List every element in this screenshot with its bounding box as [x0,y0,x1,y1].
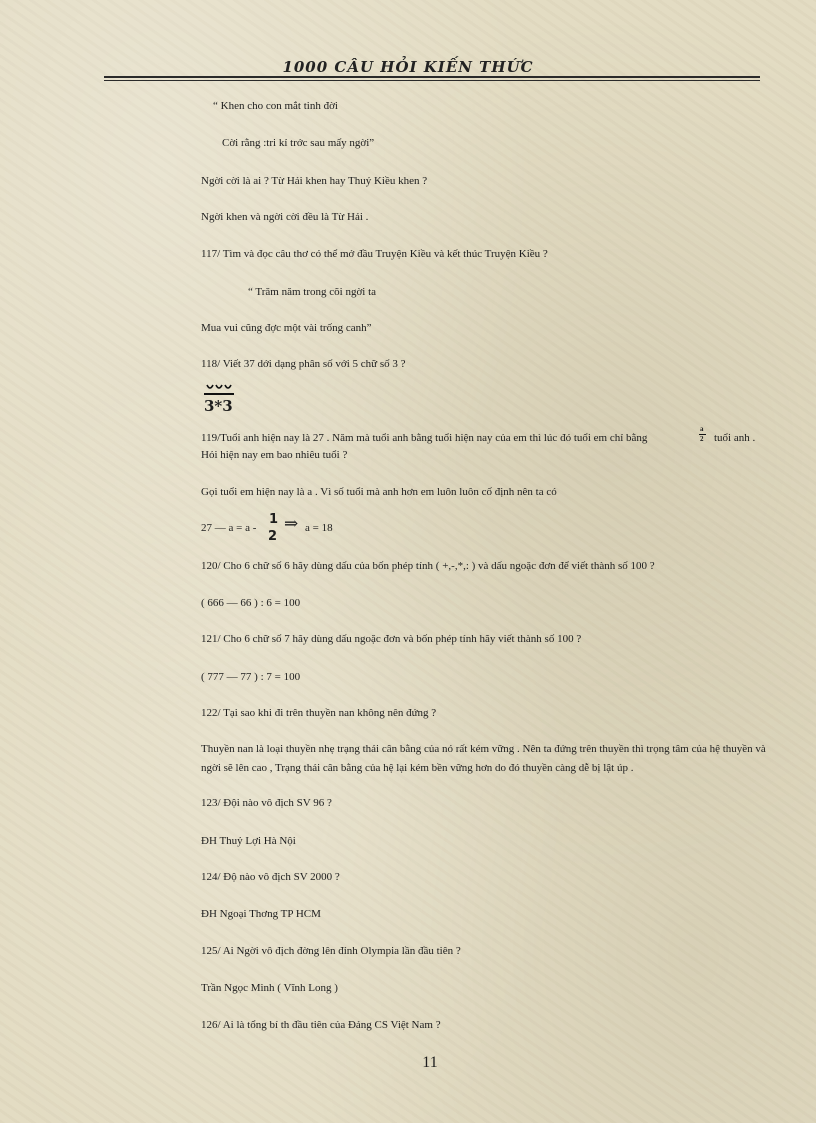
answer-123: ĐH Thuỷ Lợi Hà Nội [201,835,296,847]
poem-line-2: Cời rằng :tri kỉ trớc sau mấy ngời” [222,137,375,149]
question-119-line-2: Hỏi hiện nay em bao nhiêu tuổi ? [201,449,348,461]
fraction-numerator-glyphs [206,383,232,391]
small-fraction-numerator: a [700,425,704,433]
answer-line: Ngời khen và ngời cời đều là Từ Hải . [201,211,369,223]
question-126: 126/ Ai là tổng bí th đầu tiên của Đảng CS Việt Nam ? [201,1019,441,1031]
poem-line-3: “ Trăm năm trong cõi ngời ta [248,286,377,298]
poem-line-1: “ Khen cho con mắt tinh đời [213,100,338,112]
answer-125: Trần Ngọc Minh ( Vĩnh Long ) [201,982,338,994]
equation-fraction-numerator: 1 [269,512,279,527]
question-117: 117/ Tìm và đọc câu thơ có thể mở đầu Truyện Kiều và kết thúc Truyện Kiều ? [201,248,548,260]
question-120: 120/ Cho 6 chữ số 6 hãy dùng dấu của bốn phép tính ( +,-,*,: ) và dấu ngoặc đơn để viết thành số 100 ? [201,560,655,572]
answer-121: ( 777 — 77 ) : 7 = 100 [201,671,301,683]
question-119-tail: tuổi anh . [714,432,756,444]
question-122: 122/ Tại sao khi đi trên thuyền nan không nên đứng ? [201,707,437,719]
fraction-bar [204,393,234,395]
question-123: 123/ Đội nào vô địch SV 96 ? [201,797,332,809]
equation-fraction-denominator: 2 [268,529,278,544]
fraction-denominator: 3*3 [204,397,233,415]
question-125: 125/ Ai Ngời vô địch đờng lên đỉnh Olympia lần đầu tiên ? [201,945,461,957]
page-number: 11 [422,1054,438,1071]
answer-122: Thuyền nan là loại thuyền nhẹ trạng thái cân bằng của nó rất kém vững . Nên ta đứng trên thuyền thì trọng tâm của hệ thuyền và ngời sẽ lên cao , Trạng thái cân bằng của hệ lại kém bền vững hơn do đó thuyền càng dễ bị lật úp . [201,743,766,774]
equation-lhs: 27 — a = a - [201,522,257,534]
small-fraction-denominator: 2 [700,435,704,443]
question-121: 121/ Cho 6 chữ số 7 hãy dùng dấu ngoặc đơn và bốn phép tính hãy viết thành số 100 ? [201,633,582,645]
question-118: 118/ Viết 37 dới dạng phân số với 5 chữ số 3 ? [201,358,406,370]
equation-119 [201,513,401,547]
small-fraction [699,426,707,442]
answer-120: ( 666 — 66 ) : 6 = 100 [201,597,301,609]
implies-arrow-icon: ⇒ [284,514,299,533]
answer-119: Gọi tuổi em hiện nay là a . Vì số tuổi mà anh hơn em luôn luôn cố định nên ta có [201,486,557,498]
header-rule [104,76,760,78]
question-119: 119/Tuổi anh hiện nay là 27 . Năm mà tuổi anh bằng tuổi hiện nay của em thì lúc đó tuổi em chỉ bằng [201,432,648,444]
answer-118-fraction [204,383,234,419]
equation-rhs: a = 18 [305,522,333,534]
equation-fraction [267,513,281,545]
header-title: 1000 CÂU HỎI KIẾN THỨC [282,58,534,76]
header-rule-thin [104,80,760,81]
question-124: 124/ Độ nào vô địch SV 2000 ? [201,871,340,883]
poem-line-4: Mua vui cũng đợc một vài trống canh” [201,322,372,334]
answer-124: ĐH Ngoại Thơng TP HCM [201,908,321,920]
question-line: Ngời cời là ai ? Từ Hải khen hay Thuý Kiều khen ? [201,175,428,187]
